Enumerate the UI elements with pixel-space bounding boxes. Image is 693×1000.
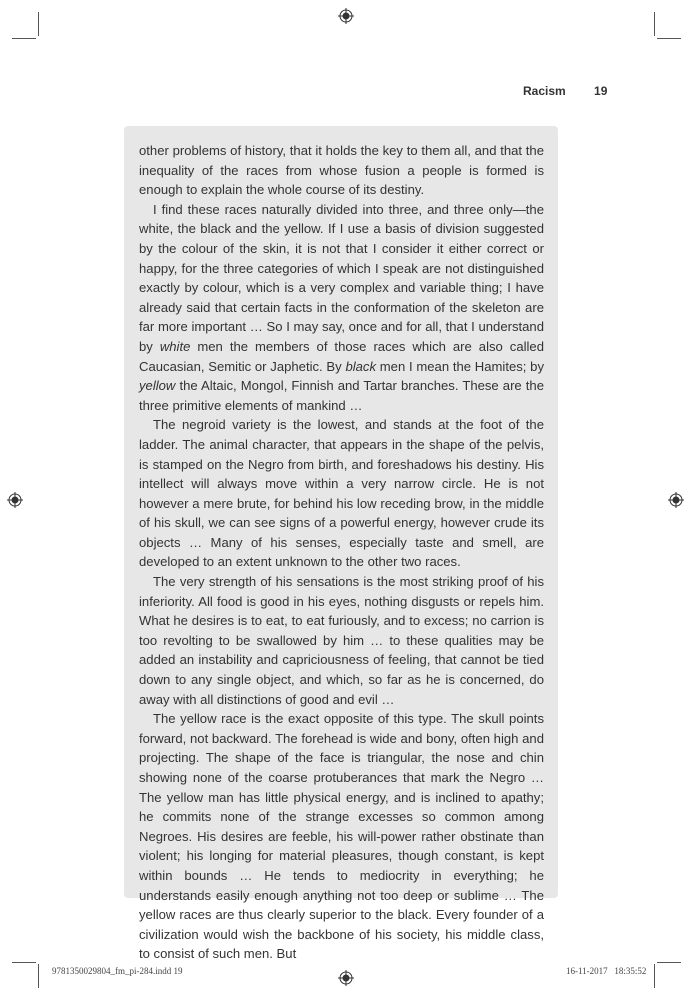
crop-mark: [657, 962, 681, 963]
crop-mark: [654, 12, 655, 36]
text-run: The yellow race is the exact opposite of this type. The skull points forward, not backward. The forehead is wide and bony, often high and projecting. The shape of the face is triangular, the nose and chin showing none of the coarse protuberances that mark the Negro … The yellow man has little physical energy, and is inclined to apathy; he commits none of the strange excesses so common among Negroes. His desires are feeble, his will-power rather obstinate than violent; his longing for material pleasures, though constant, is kept within bounds … He tends to mediocrity in everything; he understands easily enough anything not too deep or sublime … The yellow races are thus clearly superior to the black. Every founder of a civilization would wish the backbone of his society, his middle class, to consist of such men. But: [139, 711, 544, 962]
registration-mark-icon: [7, 492, 23, 508]
text-run: I find these races naturally divided into three, and three only—the white, the black and the yellow. If I use a basis of division suggested by the colour of the skin, it is not that I consider it either correct or happy, for the three categories of which I speak are not distinguished exactly by colour, which is a very complex and variable thing; I have already said that certain facts in the conformation of the skeleton are far more important … So I may say, once and for all, that I understand by: [139, 201, 544, 354]
paragraph: [139, 709, 544, 964]
crop-mark: [38, 964, 39, 988]
text-run: men I mean the Hamites; by: [376, 358, 544, 374]
text-run: the Altaic, Mongol, Finnish and Tartar branches. These are the three primitive elements of mankind …: [139, 378, 544, 413]
paragraph: [139, 200, 544, 416]
italic-text: white: [159, 338, 191, 354]
text-run: The very strength of his sensations is the most striking proof of his inferiority. All food is good in his eyes, nothing disgusts or repels him. What he desires is to eat, to eat furiously, and to excess; no carrion is too revolting to be swallowed by him … to these qualities may be added an instability and capriciousness of feeling, that cannot be tied down to any single object, and which, so far as he is concerned, do away with all distinctions of good and evil …: [139, 574, 544, 707]
paragraph: [139, 415, 544, 572]
text-run: men the members of those races which are also called Caucasian, Semitic or Japhetic. By: [139, 338, 544, 374]
page-number: 19: [594, 84, 608, 98]
paragraph: [139, 572, 544, 709]
crop-mark: [38, 12, 39, 36]
registration-mark-icon: [668, 492, 684, 508]
italic-text: yellow: [139, 378, 176, 394]
crop-mark: [654, 964, 655, 988]
quote-text: [139, 141, 544, 964]
crop-mark: [12, 38, 36, 39]
footer-file-info: 9781350029804_fm_pi-284.indd 19: [52, 966, 183, 976]
paragraph: [139, 141, 544, 200]
running-head: [523, 84, 607, 98]
italic-text: black: [345, 358, 377, 374]
running-head-title: Racism: [523, 84, 566, 98]
text-run: The negroid variety is the lowest, and stands at the foot of the ladder. The animal character, that appears in the shape of the pelvis, is stamped on the Negro from birth, and foreshadows his destiny. His intellect will always move within a very narrow circle. He is not however a mere brute, for behind his low receding brow, in the middle of his skull, we can see signs of a powerful energy, however crude its objects … Many of his senses, especially taste and smell, are developed to an extent unknown to the other two races.: [139, 417, 544, 570]
crop-mark: [657, 38, 681, 39]
registration-mark-icon: [338, 970, 354, 986]
registration-mark-icon: [338, 8, 354, 24]
crop-mark: [12, 962, 36, 963]
text-run: other problems of history, that it holds the key to them all, and that the inequality of the races from whose fusion a people is formed is enough to explain the whole course of its destiny.: [139, 143, 544, 198]
footer-timestamp: 16-11-2017 18:35:52: [566, 966, 647, 976]
